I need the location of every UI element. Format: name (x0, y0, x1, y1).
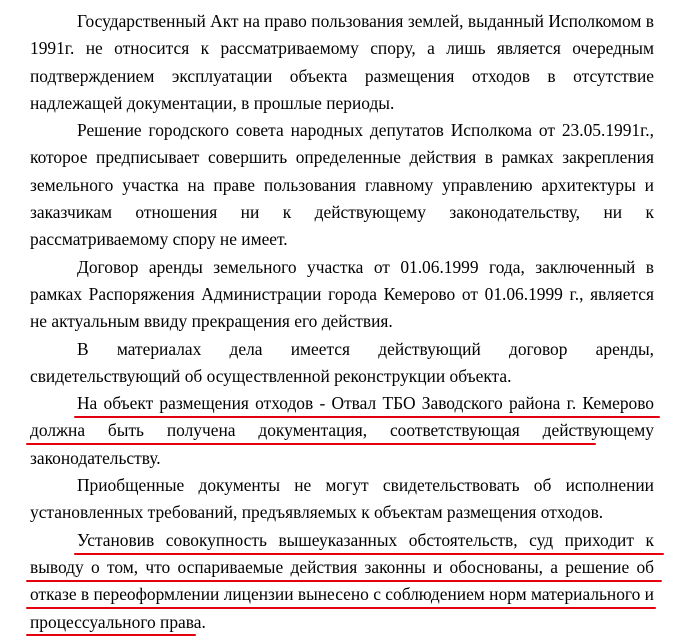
paragraph-documentation-required: На объект размещения отходов - Отвал ТБО Заводского района г. Кемерово должна быть получена документация, соответствующая действующему законодательству. (30, 393, 654, 468)
red-underline (26, 443, 596, 445)
red-underline (26, 634, 196, 636)
red-underline (26, 580, 662, 582)
red-underline (74, 416, 660, 418)
document-page (30, 8, 654, 636)
paragraph-court-conclusion: Установив совокупность вышеуказанных обстоятельств, суд приходит к выводу о том, что оспариваемые действия законны и обоснованы, а решение об отказе в переоформлении лицензии вынесено с соблюдением норм материального и процессуального права. (30, 529, 654, 632)
red-underline (74, 553, 664, 555)
paragraph-attached-documents: Приобщенные документы не могут свидетельствовать об исполнении установленных требований, предъявляемых к объектам размещения отходов. (30, 475, 654, 523)
red-underline (26, 607, 656, 609)
highlighted-block-documentation (30, 390, 654, 472)
paragraph-lease-1999: Договор аренды земельного участка от 01.06.1999 года, заключенный в рамках Распоряжения Администрации города Кемерово от 01.06.1999 г., является не актуальным ввиду прекращения его действия. (30, 256, 654, 332)
highlighted-block-conclusion (30, 527, 654, 636)
paragraph-current-lease: В материалах дела имеется действующий договор аренды, свидетельствующий об осуществленной реконструкции объекта. (30, 338, 654, 386)
paragraph-state-act: Государственный Акт на право пользования землей, выданный Исполкомом в 1991г. не относится к рассматриваемому спору, а лишь является очередным подтверждением эксплуатации объекта размещения отходов в отсутствие надлежащей документации, в прошлые периоды. (30, 11, 654, 113)
paragraph-council-decision: Решение городского совета народных депутатов Исполкома от 23.05.1991г., которое предписывает совершить определенные действия в рамках закрепления земельного участка на праве пользования главному управлению архитектуры и заказчикам отношения ни к действующему законодательству, ни к рассматриваемому спору не имеет. (30, 120, 654, 250)
